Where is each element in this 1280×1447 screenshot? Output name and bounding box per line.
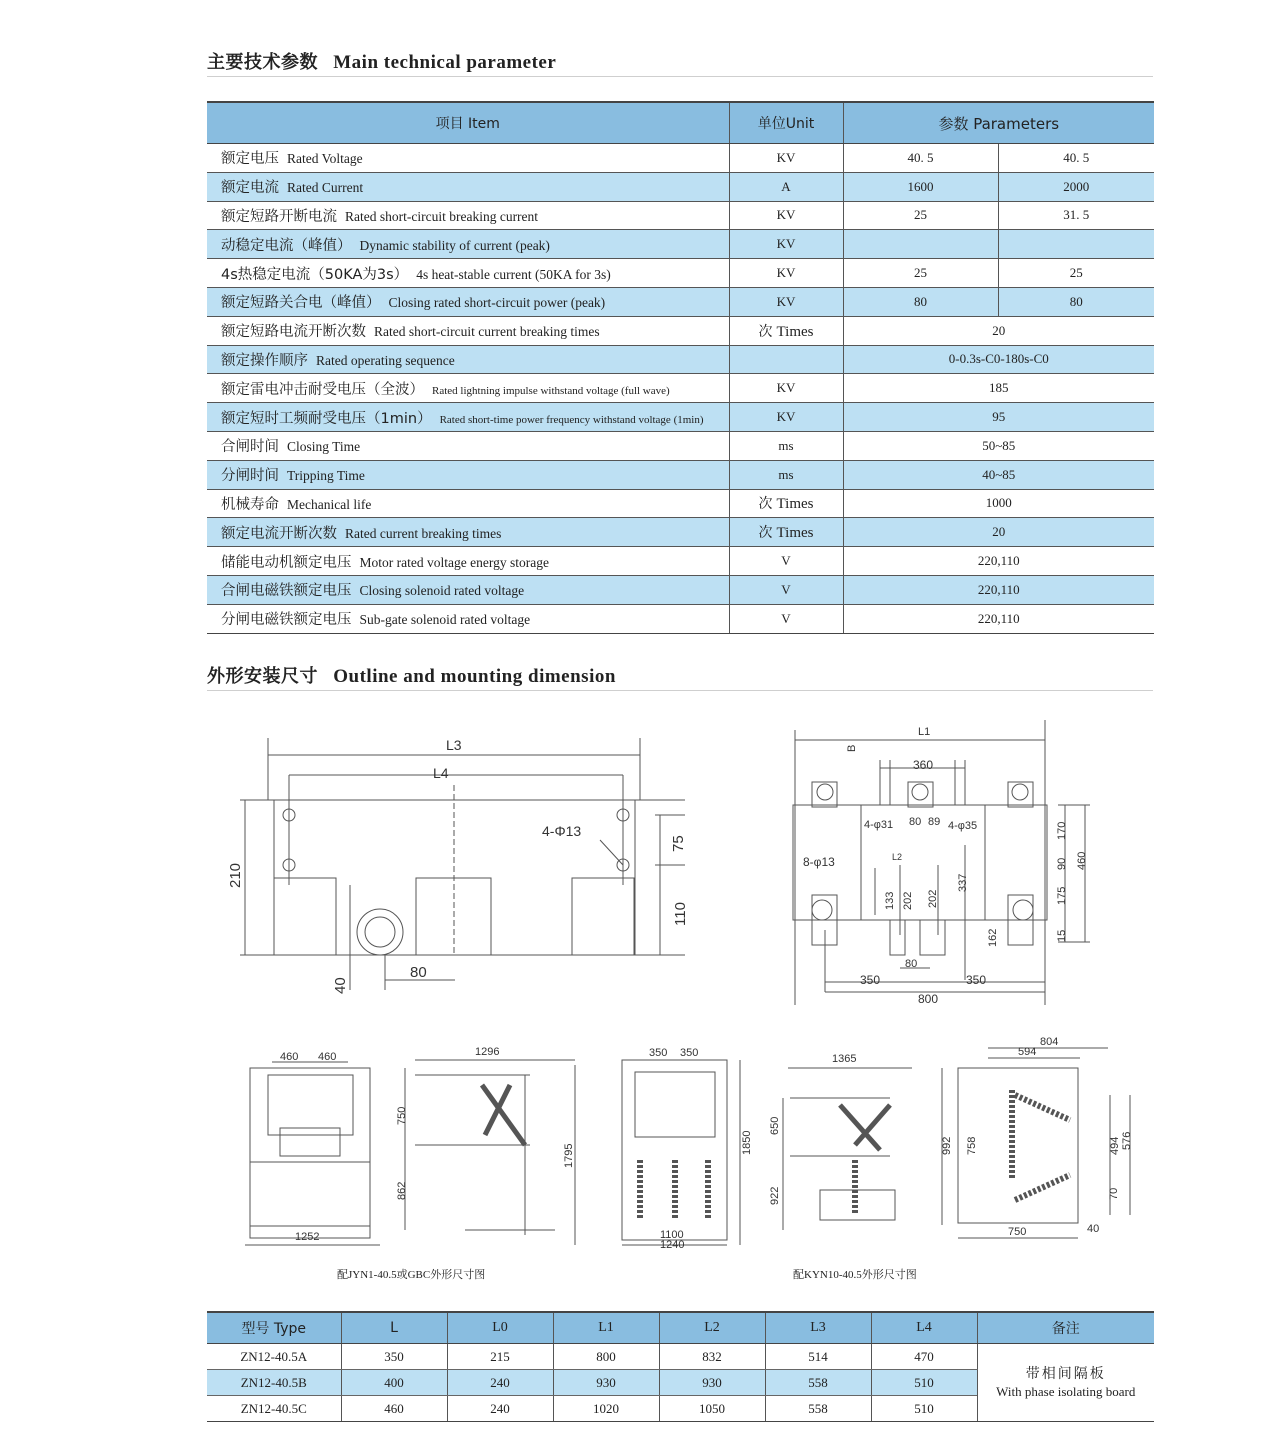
param-row [207, 518, 1154, 547]
type-cell: 460 [341, 1396, 447, 1422]
type-header: L3 [765, 1312, 871, 1344]
label-1850: 1850 [741, 1130, 753, 1155]
label-758: 758 [966, 1136, 978, 1155]
label-350a: 350 [860, 973, 881, 987]
label-350b: 350 [966, 973, 987, 987]
label-15: 15 [1056, 929, 1068, 942]
param-value: 0-0.3s-C0-180s-C0 [843, 345, 1154, 374]
label-202b: 202 [927, 889, 939, 908]
label-576: 576 [1121, 1131, 1133, 1150]
label-202a: 202 [902, 891, 914, 910]
label-90: 90 [1056, 857, 1068, 870]
param-row [207, 144, 1154, 173]
param-name: 额定雷电冲击耐受电压（全波） Rated lightning impulse withstand voltage (full wave) [207, 374, 729, 403]
param-row [207, 345, 1154, 374]
label-350a: 350 [649, 1047, 668, 1059]
header-item: 项目 Item [207, 102, 729, 144]
label-B: B [846, 744, 858, 752]
param-name: 动稳定电流（峰值） Dynamic stability of current (peak) [207, 230, 729, 259]
param-row [207, 489, 1154, 518]
param-unit: 次 Times [729, 316, 843, 345]
outline-drawings [200, 700, 1160, 1290]
param-row [207, 431, 1154, 460]
type-cell: 215 [447, 1344, 553, 1370]
header-unit: 单位Unit [729, 102, 843, 144]
param-row [207, 403, 1154, 432]
param-unit: ms [729, 431, 843, 460]
param-value-2: 31. 5 [998, 201, 1154, 230]
param-value-2: 40. 5 [998, 144, 1154, 173]
section-title-en: Main technical parameter [333, 52, 557, 73]
param-unit: V [729, 604, 843, 633]
param-name: 额定短路开断电流 Rated short-circuit breaking current [207, 201, 729, 230]
type-cell: 930 [553, 1370, 659, 1396]
param-name: 分闸电磁铁额定电压 Sub-gate solenoid rated voltage [207, 604, 729, 633]
param-name: 分闸时间 Tripping Time [207, 460, 729, 489]
type-cell: ZN12-40.5C [207, 1396, 341, 1422]
type-cell: ZN12-40.5B [207, 1370, 341, 1396]
label-594: 594 [1018, 1046, 1037, 1058]
label-110: 110 [672, 902, 689, 926]
param-name: 额定电流开断次数 Rated current breaking times [207, 518, 729, 547]
label-350b: 350 [680, 1047, 699, 1059]
param-row [207, 547, 1154, 576]
type-cell: 930 [659, 1370, 765, 1396]
param-unit [729, 345, 843, 374]
params-table [207, 101, 1154, 634]
label-170: 170 [1056, 821, 1068, 840]
section-title-cn: 外形安装尺寸 [207, 666, 318, 687]
type-cell: 350 [341, 1344, 447, 1370]
param-value-1: 25 [843, 259, 998, 288]
jyn1-side-drawing [396, 1046, 575, 1245]
param-value: 50~85 [843, 431, 1154, 460]
type-note: 带相间隔板 With phase isolating board [977, 1344, 1154, 1422]
param-name: 额定短路电流开断次数 Rated short-circuit current breaking times [207, 316, 729, 345]
param-value: 220,110 [843, 547, 1154, 576]
label-162: 162 [987, 928, 999, 947]
label-h35: 4-φ35 [948, 820, 978, 832]
param-value-1: 25 [843, 201, 998, 230]
label-800: 800 [918, 992, 939, 1006]
type-cell: ZN12-40.5A [207, 1344, 341, 1370]
label-494: 494 [1109, 1136, 1121, 1155]
param-name: 机械寿命 Mechanical life [207, 489, 729, 518]
param-name: 额定短路关合电（峰值） Closing rated short-circuit power (peak) [207, 287, 729, 316]
label-h13: 8-φ13 [803, 855, 835, 869]
param-row [207, 374, 1154, 403]
label-L4: L4 [433, 765, 449, 781]
param-unit: KV [729, 144, 843, 173]
param-unit: KV [729, 374, 843, 403]
type-header: 型号 Type [207, 1312, 341, 1344]
label-460b: 460 [318, 1051, 337, 1063]
param-name: 额定短时工频耐受电压（1min） Rated short-time power frequency withstand voltage (1min) [207, 403, 729, 432]
section-title-cn: 主要技术参数 [207, 52, 318, 73]
type-cell: 510 [871, 1370, 977, 1396]
param-unit: 次 Times [729, 518, 843, 547]
param-value: 220,110 [843, 575, 1154, 604]
label-650: 650 [769, 1116, 781, 1135]
section-title-outline [207, 662, 1153, 691]
param-value-1: 40. 5 [843, 144, 998, 173]
param-name: 额定电压 Rated Voltage [207, 144, 729, 173]
jyn1-front-drawing [245, 1051, 380, 1245]
param-row [207, 259, 1154, 288]
label-h31: 4-φ31 [864, 819, 894, 831]
type-cell: 400 [341, 1370, 447, 1396]
type-table [207, 1311, 1154, 1422]
param-row [207, 287, 1154, 316]
param-value: 1000 [843, 489, 1154, 518]
label-1252: 1252 [295, 1231, 320, 1243]
label-133: 133 [884, 891, 896, 910]
type-cell: 800 [553, 1344, 659, 1370]
param-name: 4s热稳定电流（50KA为3s） 4s heat-stable current (50KA for 3s) [207, 259, 729, 288]
param-value-2 [998, 230, 1154, 259]
type-cell: 240 [447, 1370, 553, 1396]
section-title-en: Outline and mounting dimension [333, 666, 616, 687]
breaker-front-drawing [793, 720, 1090, 1006]
param-value: 185 [843, 374, 1154, 403]
param-unit: KV [729, 201, 843, 230]
label-d80: 80 [909, 816, 922, 828]
type-cell: 1020 [553, 1396, 659, 1422]
caption-kyn10: 配KYN10-40.5外形尺寸图 [793, 1269, 917, 1281]
param-unit: A [729, 172, 843, 201]
mounting-plate-drawing [227, 737, 689, 994]
label-337: 337 [957, 873, 969, 892]
param-row [207, 172, 1154, 201]
type-row [207, 1344, 1154, 1370]
param-row [207, 575, 1154, 604]
param-unit: KV [729, 287, 843, 316]
label-d89: 89 [928, 816, 941, 828]
label-70: 70 [1108, 1187, 1120, 1200]
type-cell: 1050 [659, 1396, 765, 1422]
label-750b: 750 [1008, 1226, 1027, 1238]
breaker-side-drawing [941, 1036, 1133, 1238]
type-header: L [341, 1312, 447, 1344]
param-value: 20 [843, 316, 1154, 345]
label-1240: 1240 [660, 1239, 685, 1251]
param-value-2: 2000 [998, 172, 1154, 201]
param-name: 合闸电磁铁额定电压 Closing solenoid rated voltage [207, 575, 729, 604]
section-title-params [207, 48, 1153, 77]
param-name: 额定电流 Rated Current [207, 172, 729, 201]
type-cell: 514 [765, 1344, 871, 1370]
param-value: 20 [843, 518, 1154, 547]
label-L3: L3 [446, 737, 462, 753]
param-unit: 次 Times [729, 489, 843, 518]
label-1100: 1100 [660, 1229, 684, 1241]
param-name: 额定操作顺序 Rated operating sequence [207, 345, 729, 374]
param-value-2: 25 [998, 259, 1154, 288]
type-cell: 240 [447, 1396, 553, 1422]
param-unit: KV [729, 403, 843, 432]
type-cell: 558 [765, 1396, 871, 1422]
label-862: 862 [396, 1181, 408, 1200]
param-row [207, 230, 1154, 259]
label-L2: L2 [892, 852, 903, 862]
label-40: 40 [332, 977, 349, 994]
param-unit: V [729, 575, 843, 604]
type-header: L2 [659, 1312, 765, 1344]
param-value-1 [843, 230, 998, 259]
param-row [207, 604, 1154, 633]
label-992: 992 [941, 1136, 953, 1155]
param-unit: ms [729, 460, 843, 489]
label-1365: 1365 [832, 1053, 857, 1065]
label-holes: 4-Φ13 [542, 823, 582, 839]
param-value: 40~85 [843, 460, 1154, 489]
param-row [207, 201, 1154, 230]
type-cell: 470 [871, 1344, 977, 1370]
type-header: 备注 [977, 1312, 1154, 1344]
param-value-1: 80 [843, 287, 998, 316]
label-40: 40 [1087, 1223, 1100, 1235]
type-header: L1 [553, 1312, 659, 1344]
label-1795: 1795 [563, 1143, 575, 1168]
label-922: 922 [769, 1186, 781, 1205]
type-cell: 832 [659, 1344, 765, 1370]
label-750: 750 [396, 1106, 408, 1125]
label-L1: L1 [918, 726, 931, 738]
param-unit: V [729, 547, 843, 576]
param-value-1: 1600 [843, 172, 998, 201]
param-row [207, 316, 1154, 345]
param-name: 合闸时间 Closing Time [207, 431, 729, 460]
param-unit: KV [729, 230, 843, 259]
type-cell: 510 [871, 1396, 977, 1422]
label-75: 75 [670, 835, 687, 852]
param-value: 95 [843, 403, 1154, 432]
type-cell: 558 [765, 1370, 871, 1396]
label-360: 360 [913, 758, 934, 772]
label-210: 210 [227, 862, 244, 888]
param-value-2: 80 [998, 287, 1154, 316]
param-name: 储能电动机额定电压 Motor rated voltage energy storage [207, 547, 729, 576]
type-header: L0 [447, 1312, 553, 1344]
label-80b: 80 [905, 958, 918, 970]
kyn10-side-drawing [769, 1053, 912, 1230]
label-460: 460 [1076, 851, 1088, 870]
caption-jyn1: 配JYN1-40.5或GBC外形尺寸图 [337, 1269, 486, 1281]
param-row [207, 460, 1154, 489]
param-unit: KV [729, 259, 843, 288]
label-460a: 460 [280, 1051, 299, 1063]
param-value: 220,110 [843, 604, 1154, 633]
label-1296: 1296 [475, 1046, 500, 1058]
label-804: 804 [1040, 1036, 1059, 1048]
header-params: 参数 Parameters [843, 102, 1154, 144]
type-header: L4 [871, 1312, 977, 1344]
kyn10-front-drawing [622, 1047, 753, 1251]
label-175: 175 [1056, 886, 1068, 905]
label-80: 80 [410, 964, 427, 981]
